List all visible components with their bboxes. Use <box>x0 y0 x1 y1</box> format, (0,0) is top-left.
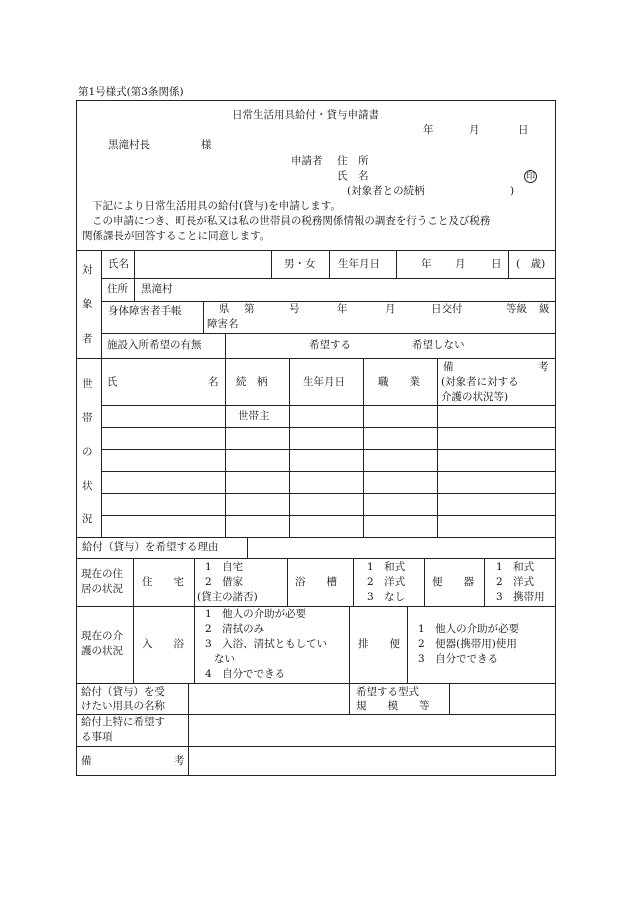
bathtub-option-1: 1 和式 <box>367 561 406 573</box>
household-header-note-b: 考 <box>538 361 549 373</box>
grid-line <box>101 250 102 537</box>
date-month: 月 <box>469 124 480 136</box>
grid-line <box>271 250 272 278</box>
household-header-note-d: 介護の状況等) <box>441 391 509 403</box>
statement-application: 下記により日常生活用具の給付(貸与)を申請します。 <box>92 200 341 212</box>
household-header-note-c: (対象者に対する <box>441 376 519 388</box>
facility-wish-yes: 希望する <box>309 339 351 351</box>
statement-consent-line2: 関係課長が回答することに同意します。 <box>82 230 271 242</box>
grid-line <box>101 405 556 406</box>
household-side-label-3: の <box>82 446 93 458</box>
household-side-label-4: 状 <box>82 480 93 492</box>
care-label-2: 護の状況 <box>81 645 123 657</box>
disability-handbook-label: 身体障害者手帳 <box>108 305 182 317</box>
special-request-label-2: る事項 <box>81 731 113 743</box>
grid-line <box>101 493 556 494</box>
equipment-label-2: けたい用具の名称 <box>81 700 165 712</box>
handbook-number-prefix: 第 <box>244 303 255 315</box>
care-label-1: 現在の介 <box>81 630 123 642</box>
housing-option-1: 1 自宅 <box>205 561 244 573</box>
bathing-label: 入 浴 <box>142 638 184 650</box>
grid-line <box>449 683 450 714</box>
grid-line <box>349 606 350 683</box>
grid-line <box>407 606 408 683</box>
bathtub-option-2: 2 洋式 <box>367 576 406 588</box>
applicant-name-label: 氏 名 <box>337 170 369 182</box>
grid-line <box>76 683 556 684</box>
bathtub-option-3: 3 なし <box>367 591 406 603</box>
model-label-1: 希望する型式 <box>356 686 419 698</box>
household-header-job: 職 業 <box>378 376 420 388</box>
grid-line <box>225 333 226 358</box>
excretion-option-2: 2 便器(携帯用)使用 <box>418 638 517 650</box>
addressee-name: 黒滝村長 <box>108 139 150 151</box>
bathing-option-3: 3 入浴、清拭ともしてい <box>205 638 328 650</box>
grid-line <box>101 333 556 334</box>
grid-line <box>194 606 195 683</box>
facility-wish-label: 施設入所希望の有無 <box>107 339 202 351</box>
form-number-label: 第1号様式(第3条関係) <box>78 86 184 98</box>
subject-address-label: 住所 <box>107 283 128 295</box>
grid-line <box>101 278 556 279</box>
grid-line <box>76 250 556 251</box>
grid-line <box>76 606 556 607</box>
special-request-label-1: 給付上特に希望す <box>81 716 165 728</box>
form-title: 日常生活用具給付・貸与申請書 <box>232 109 379 121</box>
grid-line <box>484 558 485 606</box>
household-header-name-a: 氏 <box>107 376 118 388</box>
disability-name-label: 障害名 <box>207 318 239 330</box>
seal-mark: 印 <box>525 172 535 182</box>
grid-line <box>329 250 330 278</box>
subject-address-value: 黒滝村 <box>141 283 173 295</box>
toilet-label: 便 器 <box>432 576 474 588</box>
grid-line <box>353 558 354 606</box>
grid-line <box>76 537 556 538</box>
grid-line <box>133 606 134 683</box>
remarks-label-a: 備 <box>81 755 92 767</box>
excretion-option-3: 3 自分でできる <box>418 653 499 665</box>
household-side-label-5: 況 <box>82 513 93 525</box>
grid-line <box>437 358 438 537</box>
handbook-month: 月 <box>385 303 396 315</box>
grid-line <box>76 358 556 359</box>
grid-line <box>508 250 509 278</box>
applicant-label: 申請者 <box>291 155 323 167</box>
birth-date-label: 生年月日 <box>338 258 380 270</box>
facility-wish-no: 希望しない <box>412 339 465 351</box>
grid-line <box>101 471 556 472</box>
toilet-option-2: 2 洋式 <box>496 576 535 588</box>
relation-close: ) <box>510 185 515 197</box>
grid-line <box>349 683 350 714</box>
excretion-option-1: 1 他人の介助が必要 <box>418 623 520 635</box>
bathing-option-1: 1 他人の介助が必要 <box>205 608 307 620</box>
handbook-prefecture: 県 <box>219 303 230 315</box>
reason-label: 給付（貸与）を希望する理由 <box>82 541 219 553</box>
grid-line <box>194 558 195 606</box>
grid-line <box>101 449 556 450</box>
housing-landlord-consent: (貸主の諾否) <box>197 591 258 603</box>
residence-label-2: 居の状況 <box>81 583 123 595</box>
relation-open: (対象者との続柄 <box>347 185 425 197</box>
grid-line <box>424 558 425 606</box>
bathing-option-3-cont: ない <box>214 653 235 665</box>
grid-line <box>76 746 556 747</box>
excretion-label: 排 便 <box>358 638 400 650</box>
household-header-name-b: 名 <box>208 376 219 388</box>
subject-side-label-2: 象 <box>82 298 93 310</box>
residence-label-1: 現在の住 <box>81 568 123 580</box>
grid-line <box>203 301 204 333</box>
housing-label: 住 宅 <box>142 576 184 588</box>
grid-line <box>247 537 248 558</box>
date-year: 年 <box>423 124 434 136</box>
subject-side-label-3: 者 <box>82 333 93 345</box>
gender-options: 男・女 <box>284 258 316 270</box>
toilet-option-1: 1 和式 <box>496 561 535 573</box>
subject-name-label: 氏名 <box>108 258 129 270</box>
handbook-issue-day: 日交付 <box>431 303 463 315</box>
birth-day: 日 <box>491 258 502 270</box>
household-side-label-2: 帯 <box>82 412 93 424</box>
subject-side-label-1: 対 <box>82 264 93 276</box>
handbook-grade: 等級 <box>506 303 527 315</box>
grid-line <box>396 250 397 278</box>
equipment-label-1: 給付（貸与）を受 <box>81 686 165 698</box>
household-header-birth: 生年月日 <box>303 376 345 388</box>
birth-year: 年 <box>421 258 432 270</box>
grid-line <box>133 558 134 606</box>
grid-line <box>101 515 556 516</box>
grid-line <box>225 358 226 537</box>
addressee-honorific: 様 <box>201 139 212 151</box>
model-label-2: 規 模 等 <box>356 700 430 712</box>
handbook-class: 級 <box>539 303 550 315</box>
household-header-relation: 続 柄 <box>236 376 268 388</box>
remarks-label-b: 考 <box>174 755 185 767</box>
household-side-label-1: 世 <box>82 378 93 390</box>
date-day: 日 <box>518 124 529 136</box>
handbook-number-suffix: 号 <box>289 303 300 315</box>
toilet-option-3: 3 携帯用 <box>496 591 545 603</box>
grid-line <box>188 683 189 776</box>
grid-line <box>134 250 135 301</box>
age-field: ( 歳) <box>516 258 546 270</box>
grid-line <box>363 358 364 537</box>
bathtub-label: 浴 槽 <box>295 576 337 588</box>
household-row1-relation: 世帯主 <box>238 410 270 422</box>
handbook-year: 年 <box>337 303 348 315</box>
grid-line <box>101 301 556 302</box>
grid-line <box>76 714 556 715</box>
bathing-option-2: 2 清拭のみ <box>205 623 265 635</box>
birth-month: 月 <box>455 258 466 270</box>
household-header-note-a: 備 <box>443 361 454 373</box>
housing-option-2: 2 借家 <box>205 576 244 588</box>
applicant-address-label: 住 所 <box>337 155 369 167</box>
statement-consent-line1: この申請につき、町長が私又は私の世帯員の税務関係情報の調査を行うこと及び税務 <box>92 215 491 227</box>
grid-line <box>287 558 288 606</box>
bathing-option-4: 4 自分でできる <box>205 668 286 680</box>
grid-line <box>289 358 290 537</box>
grid-line <box>101 427 556 428</box>
